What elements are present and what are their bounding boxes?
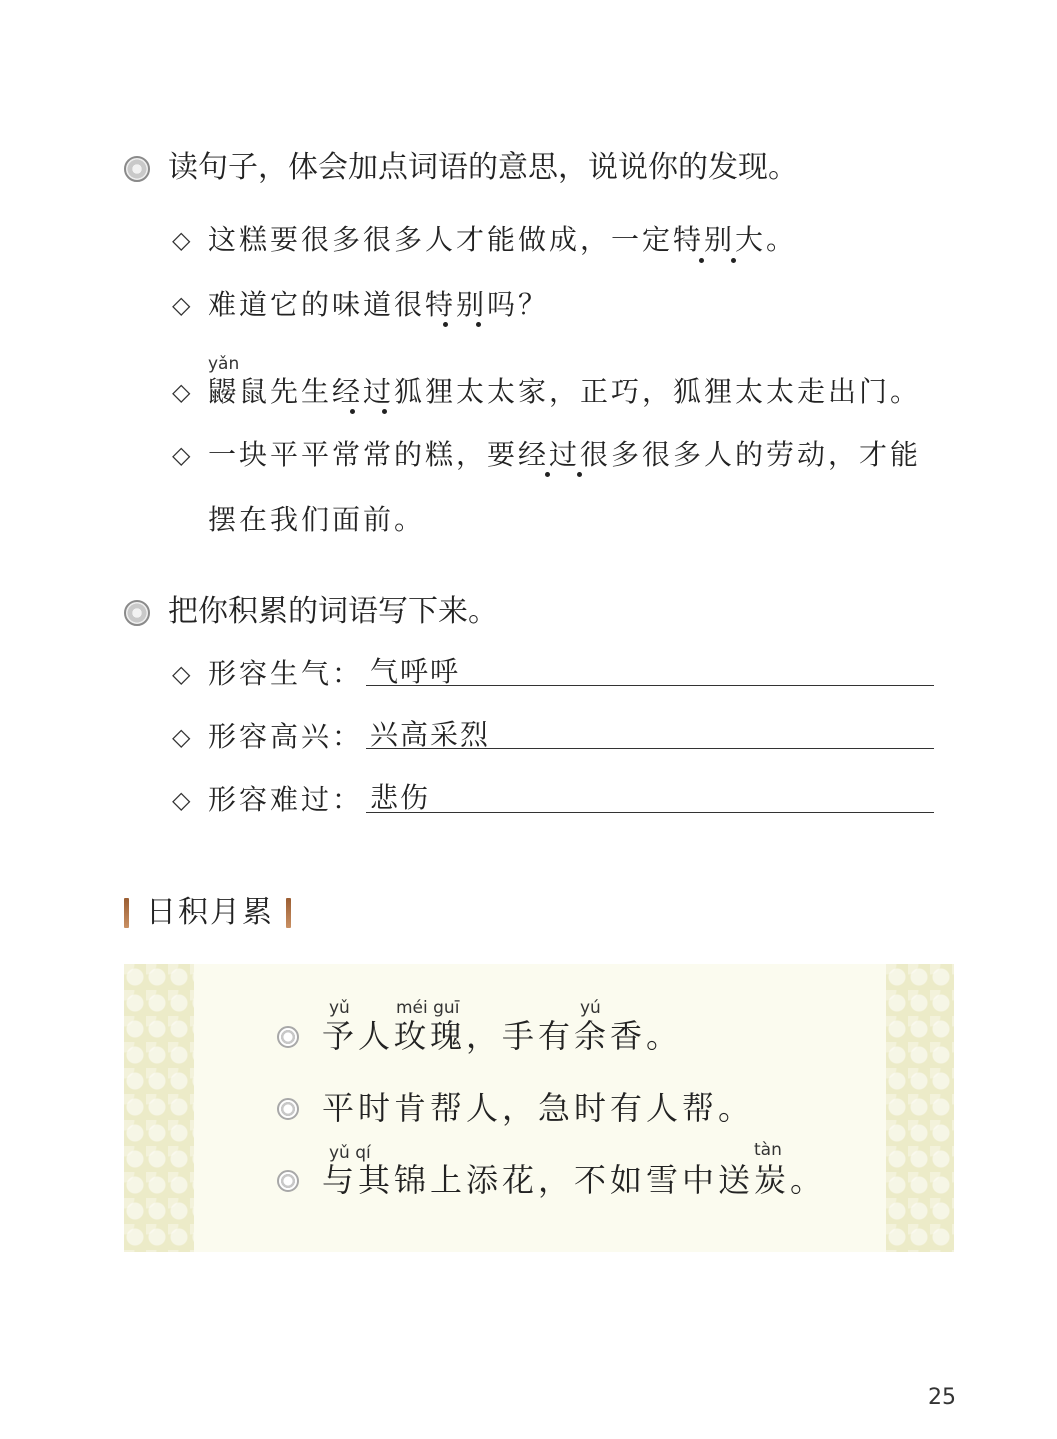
diamond-bullet-icon: ◇: [172, 723, 191, 751]
emphasis-dot: [699, 258, 704, 263]
section-icon: [124, 156, 150, 182]
pinyin-tan: tàn: [754, 1140, 782, 1160]
proverb-1: 予人玫瑰，手有余香。: [322, 1017, 683, 1055]
pinyin-yan: yǎn: [208, 354, 240, 374]
fill-label-angry: 形容生气：: [208, 657, 364, 690]
proverb-2: 平时肯帮人，急时有人帮。: [322, 1089, 755, 1127]
emphasis-dot: [350, 409, 355, 414]
proverb-bullet-icon: [277, 1170, 299, 1192]
pinyin-yu: yǔ: [329, 998, 350, 1018]
pinyin-meigui: méi guī: [396, 998, 460, 1018]
sentence-4: 一块平平常常的糕，要经过很多很多人的劳动，才能: [208, 438, 922, 471]
fill-label-happy: 形容高兴：: [208, 720, 364, 753]
sentence-4-continuation: 摆在我们面前。: [208, 503, 426, 536]
diamond-bullet-icon: ◇: [172, 226, 191, 254]
diamond-bullet-icon: ◇: [172, 660, 191, 688]
diamond-bullet-icon: ◇: [172, 291, 191, 319]
sentence-3: 鼹鼠先生经过狐狸太太家，正巧，狐狸太太走出门。: [208, 375, 922, 408]
section-icon: [124, 600, 150, 626]
page-number: 25: [928, 1385, 956, 1410]
fill-label-sad: 形容难过：: [208, 783, 364, 816]
section-1-title: 读句子，体会加点词语的意思，说说你的发现。: [168, 150, 798, 185]
sentence-1: 这糕要很多很多人才能做成，一定特别大。: [208, 223, 798, 256]
emphasis-dot: [443, 322, 448, 327]
panel-pattern-right: [886, 964, 954, 1252]
proverb-3: 与其锦上添花，不如雪中送炭。: [322, 1161, 827, 1199]
fill-line: [366, 685, 934, 686]
accumulation-title: 日积月累: [146, 895, 274, 930]
proverb-bullet-icon: [277, 1026, 299, 1048]
fill-answer-sad[interactable]: 悲伤: [370, 781, 431, 814]
sentence-2: 难道它的味道很特别吗？: [208, 288, 550, 321]
diamond-bullet-icon: ◇: [172, 378, 191, 406]
emphasis-dot: [382, 409, 387, 414]
emphasis-dot: [731, 258, 736, 263]
pinyin-yuqi: yǔ qí: [329, 1143, 371, 1163]
pinyin-yu2: yú: [580, 998, 601, 1018]
section-2-title: 把你积累的词语写下来。: [168, 594, 498, 629]
fill-answer-happy[interactable]: 兴高采烈: [370, 718, 491, 751]
emphasis-dot: [545, 472, 550, 477]
fill-line: [366, 748, 934, 749]
proverb-bullet-icon: [277, 1098, 299, 1120]
emphasis-dot: [476, 322, 481, 327]
fill-line: [366, 812, 934, 813]
header-bar-left: [124, 898, 129, 928]
diamond-bullet-icon: ◇: [172, 786, 191, 814]
panel-pattern-left: [124, 964, 194, 1252]
fill-answer-angry[interactable]: 气呼呼: [370, 655, 461, 688]
diamond-bullet-icon: ◇: [172, 441, 191, 469]
header-bar-right: [286, 898, 291, 928]
emphasis-dot: [577, 472, 582, 477]
